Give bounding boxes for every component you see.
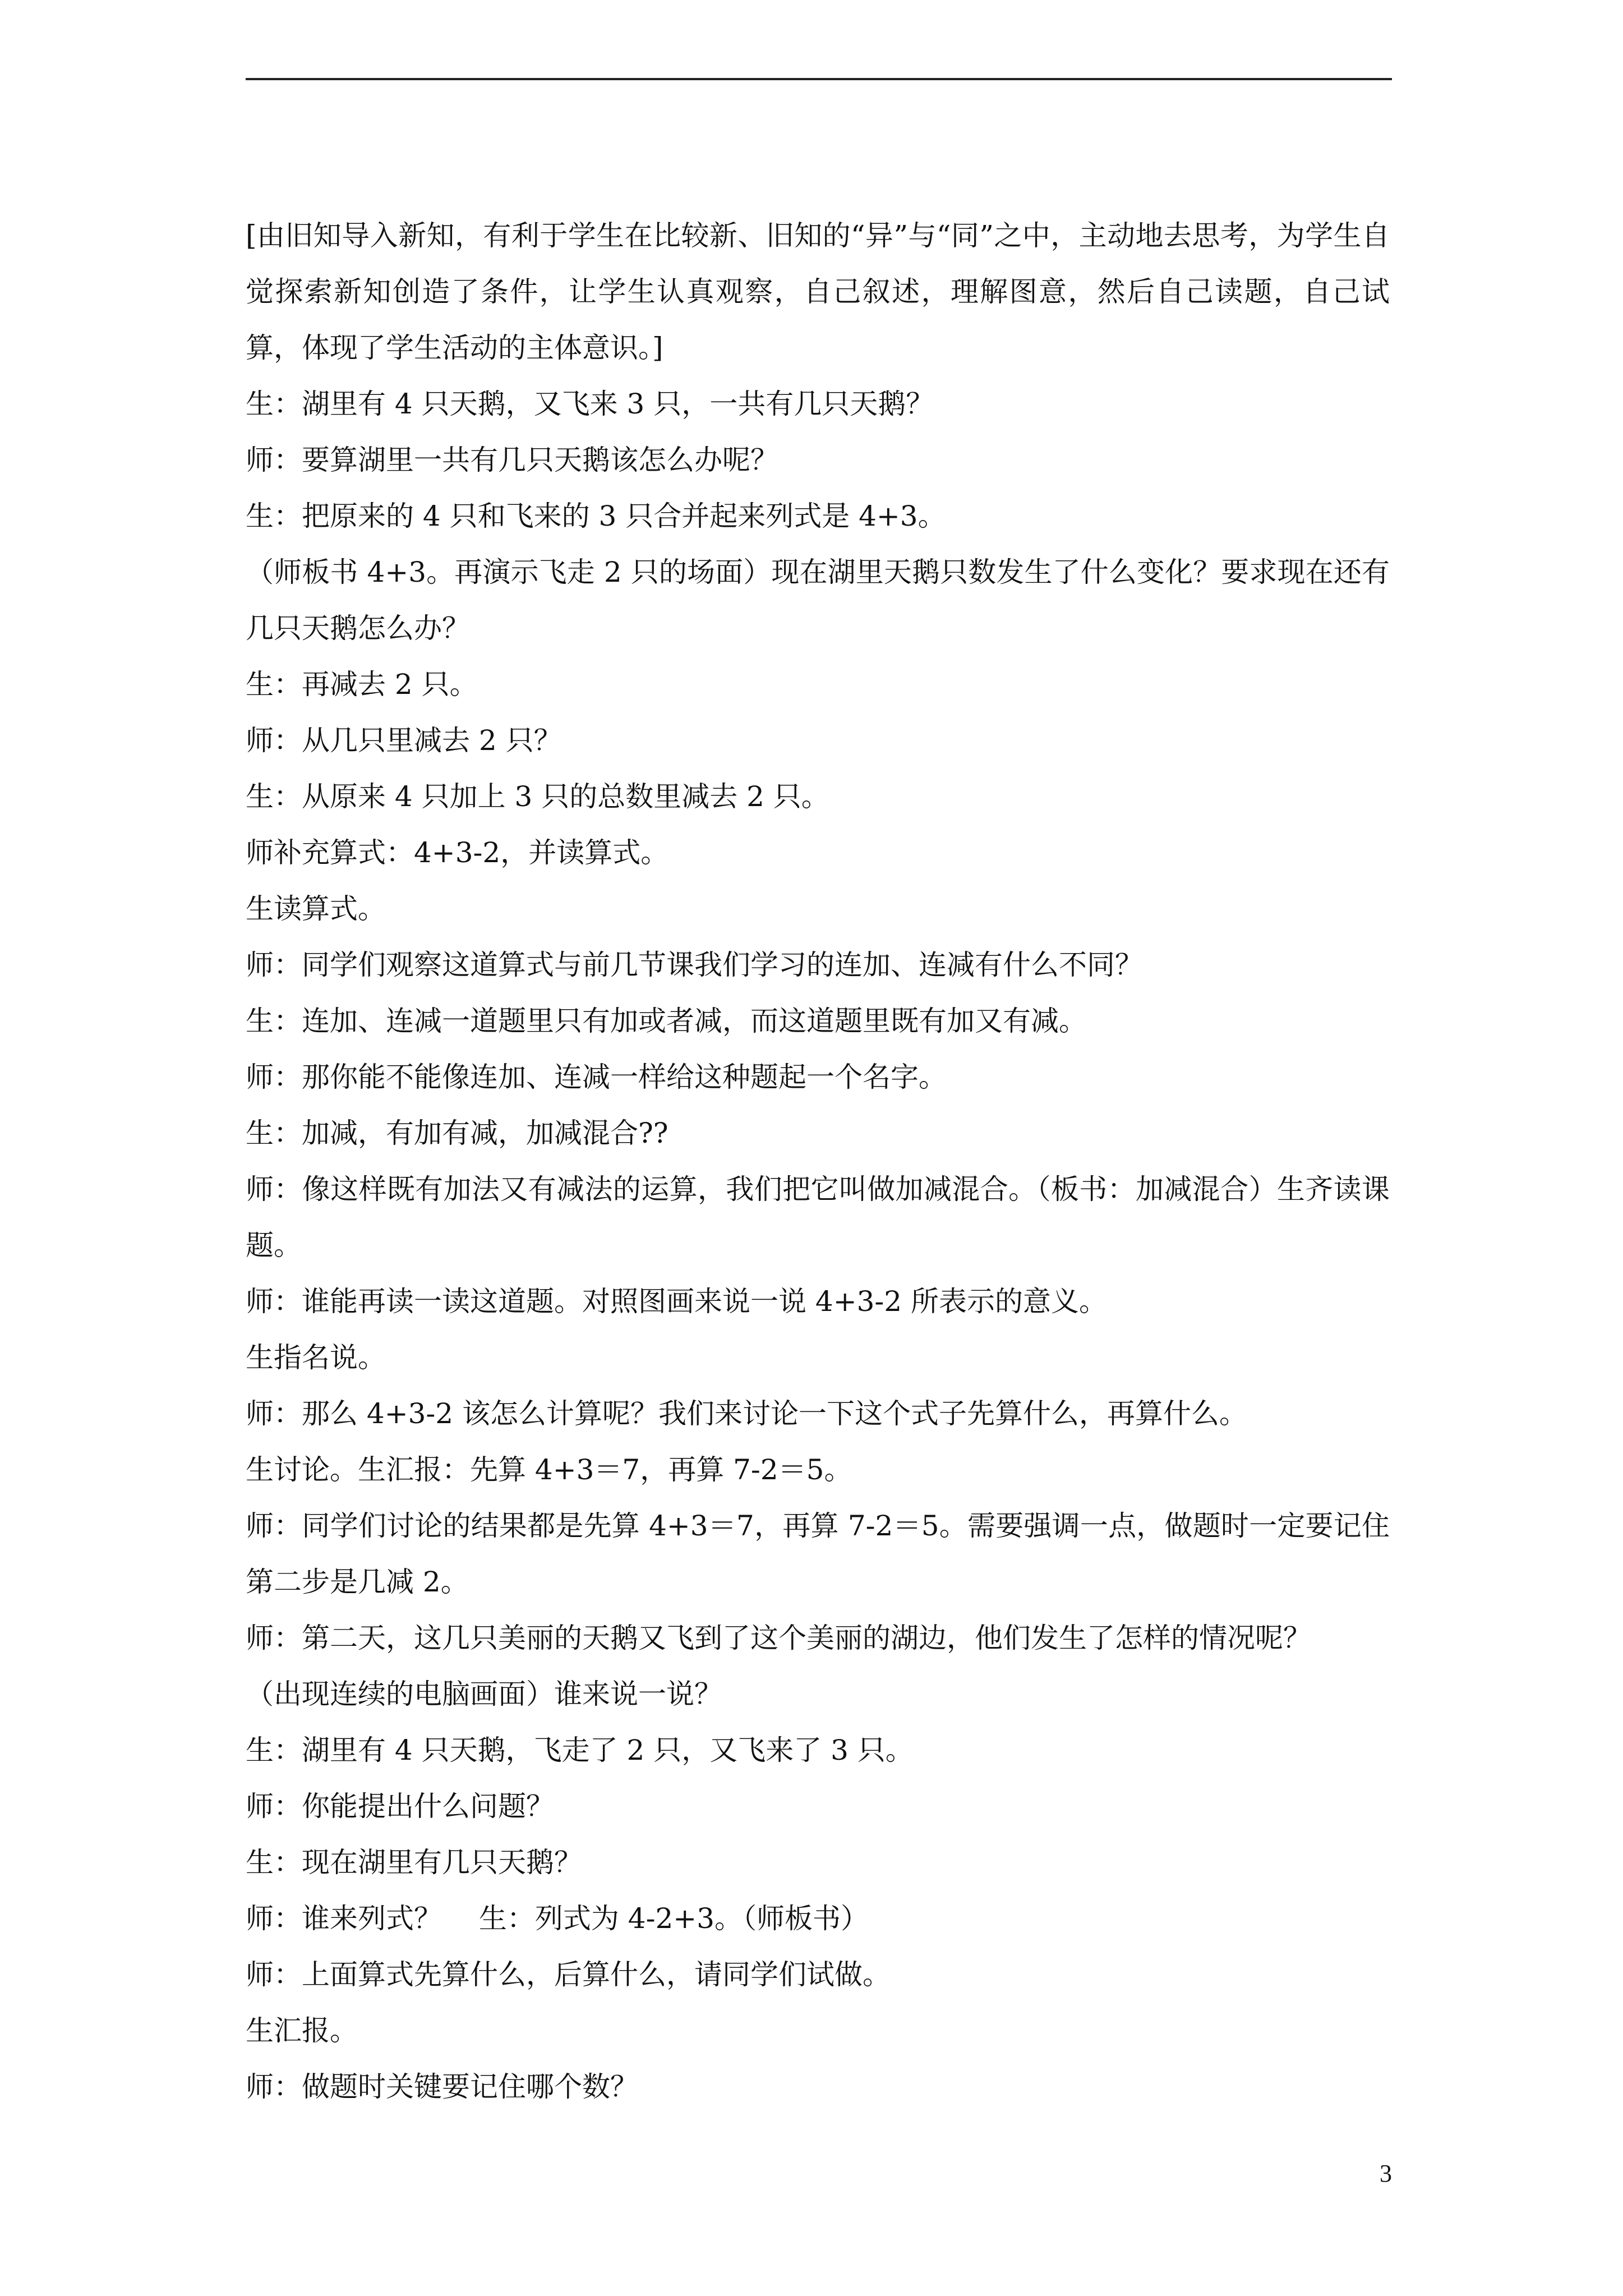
paragraph: 师补充算式：4+3-2，并读算式。 [246,836,669,869]
paragraph: 师：上面算式先算什么，后算什么，请同学们试做。 [246,1958,891,1991]
paragraph: 师：第二天，这几只美丽的天鹅又飞到了这个美丽的湖边，他们发生了怎样的情况呢？ [246,1622,1311,1654]
page-number: 3 [1380,2160,1392,2187]
paragraph: 生汇报。 [246,2014,358,2047]
paragraph: 生指名说。 [246,1341,386,1374]
paragraph: 生：把原来的 4 只和飞来的 3 只合并起来列式是 4+3。 [246,500,946,532]
paragraph: 生：再减去 2 只。 [246,668,478,701]
paragraph: 师：像这样既有加法又有减法的运算，我们把它叫做加减混合。（板书：加减混合）生齐读课题。 [246,1173,1390,1262]
paragraph: 生：湖里有 4 只天鹅，又飞来 3 只，一共有几只天鹅？ [246,388,934,420]
paragraph: 生：加减，有加有减，加减混合?? [246,1117,668,1149]
paragraph: 师：做题时关键要记住哪个数？ [246,2070,638,2103]
paragraph: 师：同学们观察这道算式与前几节课我们学习的连加、连减有什么不同？ [246,949,1143,981]
paragraph: 师：从几只里减去 2 只？ [246,724,562,757]
header-rule [246,78,1392,80]
paragraph: 生讨论。生汇报：先算 4+3＝7，再算 7-2＝5。 [246,1453,852,1486]
paragraph: 生读算式。 [246,892,386,925]
paragraph: 生：连加、连减一道题里只有加或者减，而这道题里既有加又有减。 [246,1005,1087,1037]
paragraph: 生：从原来 4 只加上 3 只的总数里减去 2 只。 [246,780,829,813]
paragraph: 生：湖里有 4 只天鹅，飞走了 2 只，又飞来了 3 只。 [246,1734,914,1766]
paragraph: （师板书 4+3。再演示飞走 2 只的场面）现在湖里天鹅只数发生了什么变化？要求现在还有几只天鹅怎么办？ [246,556,1390,645]
paragraph: 师：同学们讨论的结果都是先算 4+3＝7，再算 7-2＝5。需要强调一点，做题时一定要记住第二步是几减 2。 [246,1510,1390,1598]
paragraph: 师：谁来列式？ 生：列式为 4-2+3。（师板书） [246,1902,869,1935]
paragraph: 师：要算湖里一共有几只天鹅该怎么办呢？ [246,444,778,476]
paragraph: 师：谁能再读一读这道题。对照图画来说一说 4+3-2 所表示的意义。 [246,1285,1108,1318]
paragraph: 师：你能提出什么问题？ [246,1790,554,1823]
paragraph: （出现连续的电脑画面）谁来说一说？ [246,1678,722,1710]
paragraph: 师：那么 4+3-2 该怎么计算呢？我们来讨论一下这个式子先算什么，再算什么。 [246,1397,1248,1430]
paragraph: 生：现在湖里有几只天鹅？ [246,1846,582,1879]
paragraph: 师：那你能不能像连加、连减一样给这种题起一个名字。 [246,1061,947,1093]
document-body [246,208,1390,2115]
paragraph-annotation: [由旧知导入新知，有利于学生在比较新、旧知的“异”与“同”之中，主动地去思考，为学生自觉探索新知创造了条件，让学生认真观察，自己叙述，理解图意，然后自己读题，自己试算，体现了学生活动的主体意识。] [246,219,1390,364]
